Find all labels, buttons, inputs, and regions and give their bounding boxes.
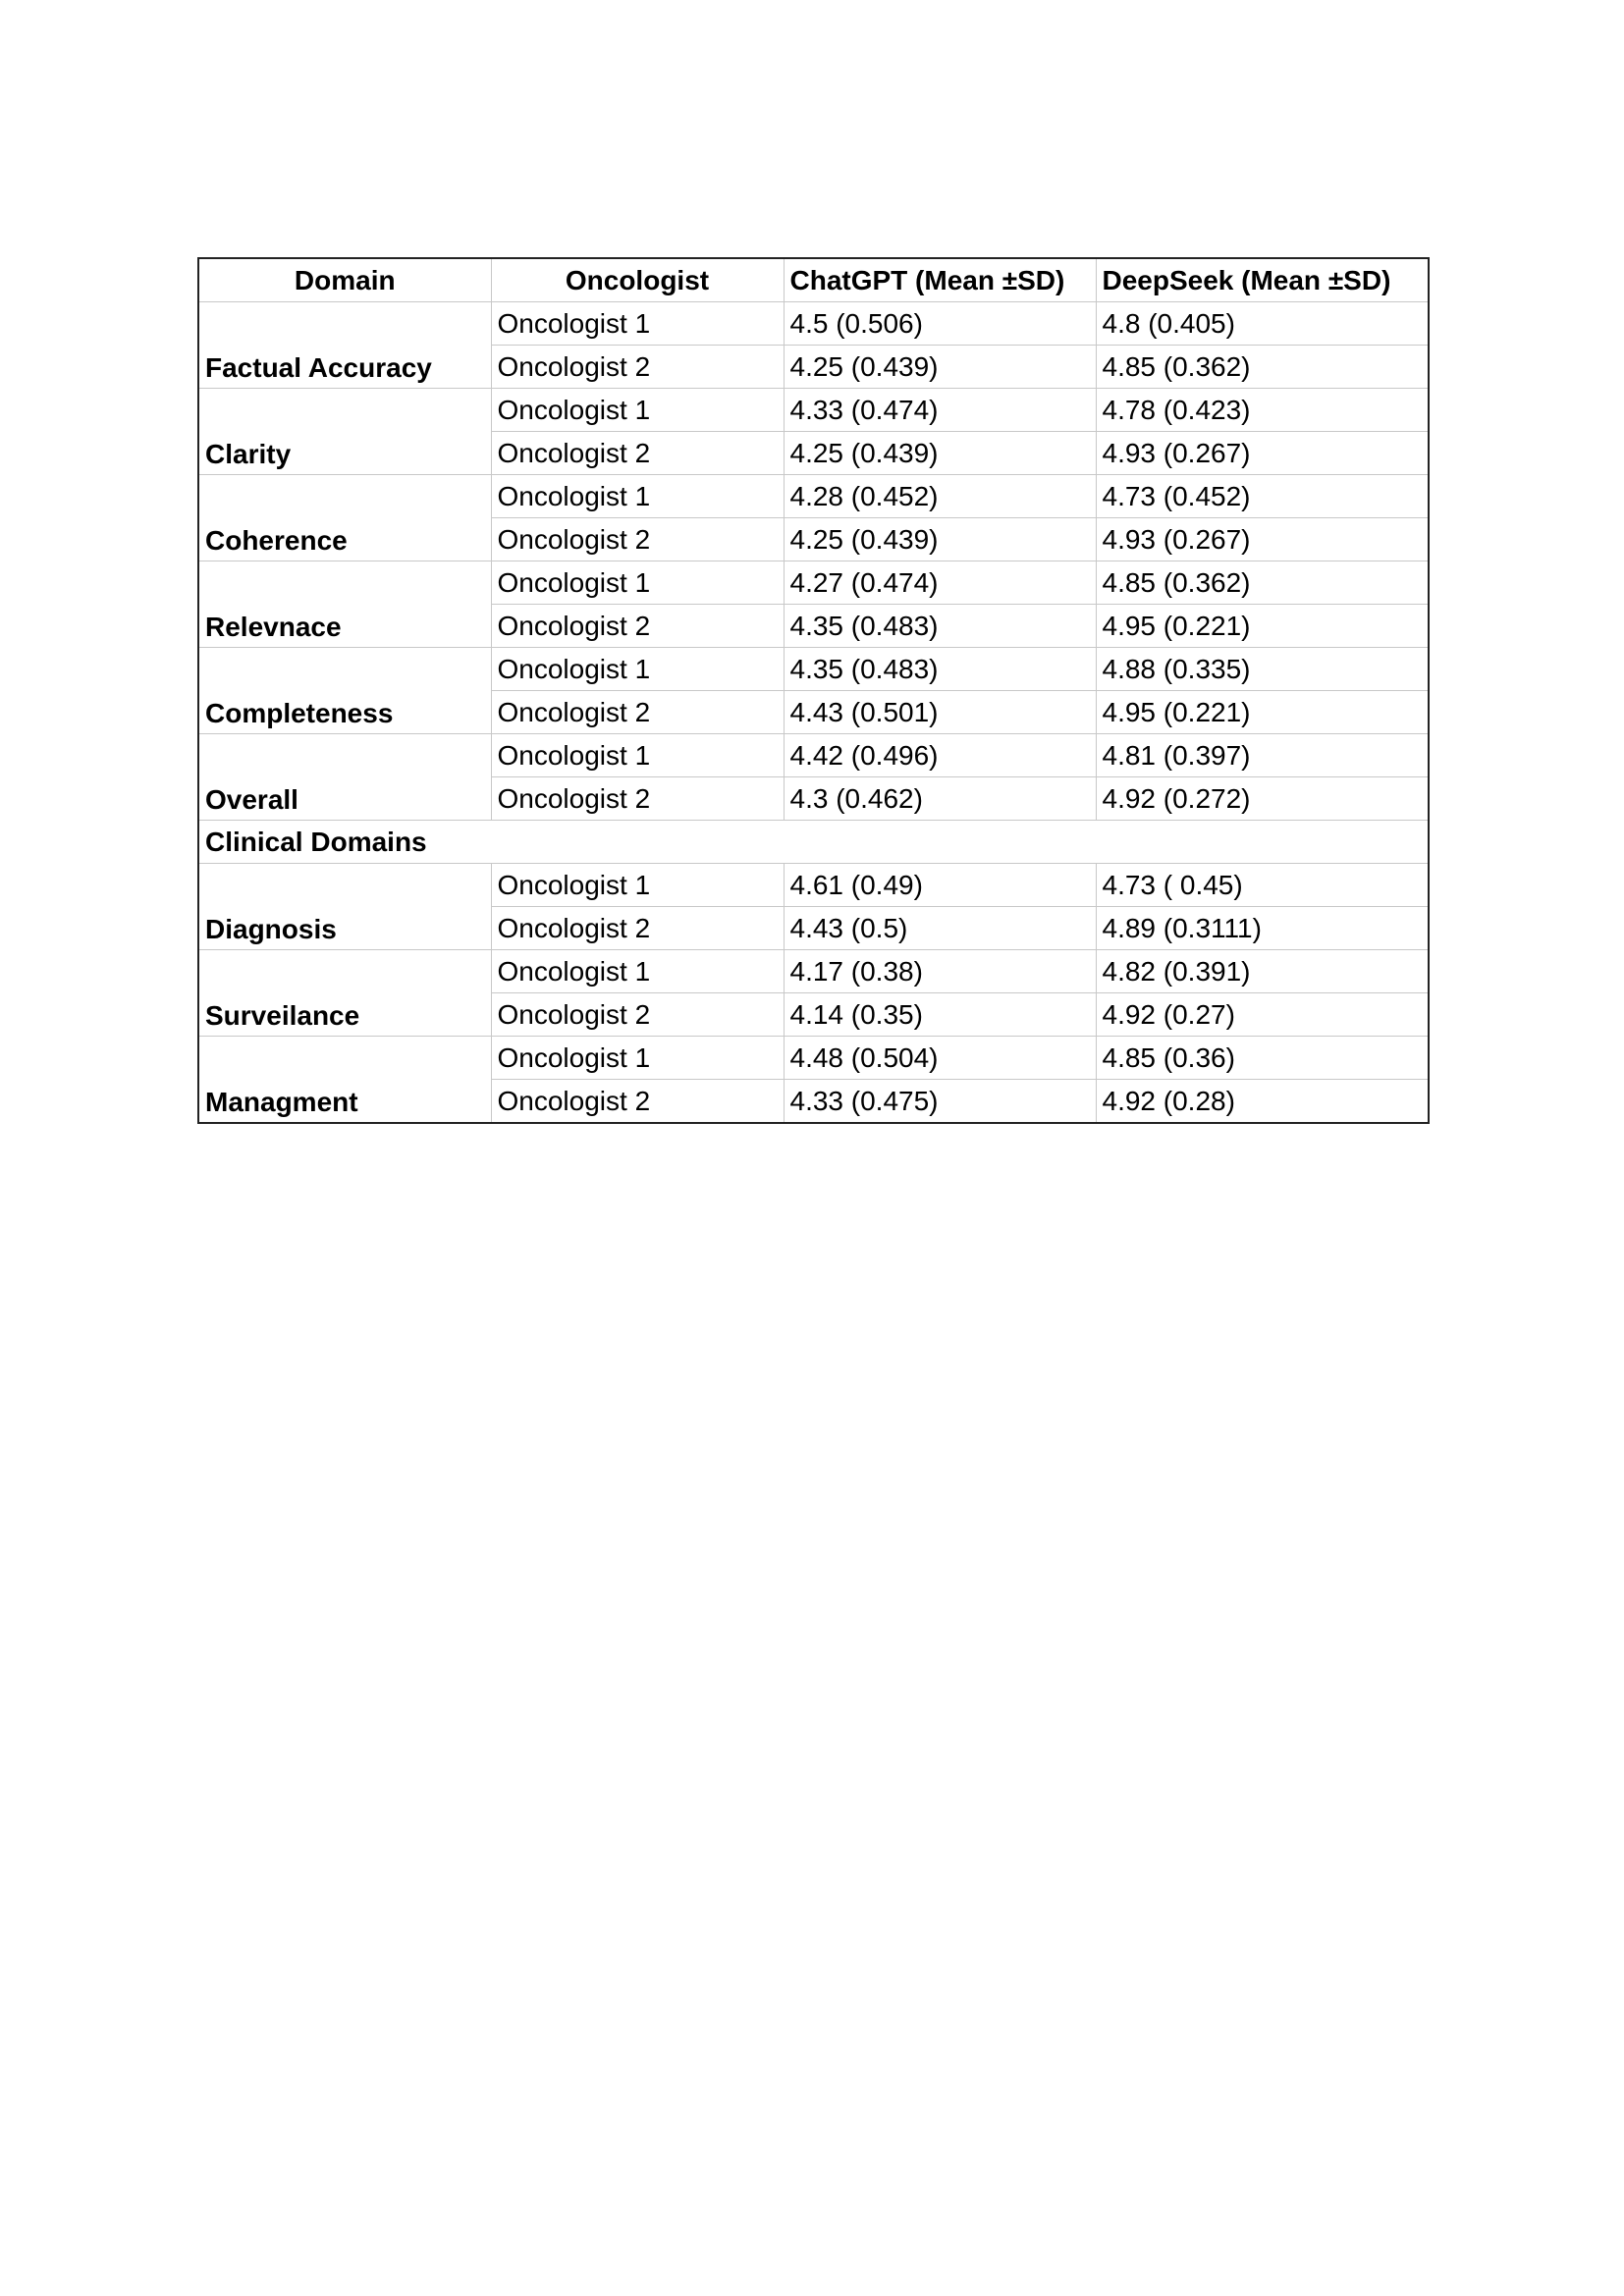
oncologist-cell: Oncologist 1 (491, 475, 784, 518)
table-row (198, 561, 1429, 605)
deepseek-cell: 4.73 ( 0.45) (1096, 864, 1429, 907)
oncologist-cell: Oncologist 2 (491, 993, 784, 1037)
chatgpt-cell: 4.33 (0.475) (784, 1080, 1096, 1124)
deepseek-cell: 4.92 (0.272) (1096, 777, 1429, 821)
deepseek-cell: 4.85 (0.362) (1096, 346, 1429, 389)
chatgpt-cell: 4.28 (0.452) (784, 475, 1096, 518)
chatgpt-cell: 4.33 (0.474) (784, 389, 1096, 432)
table-row (198, 475, 1429, 518)
domain-cell: Coherence (198, 475, 491, 561)
domain-cell: Overall (198, 734, 491, 821)
oncologist-cell: Oncologist 2 (491, 518, 784, 561)
chatgpt-cell: 4.25 (0.439) (784, 432, 1096, 475)
oncologist-cell: Oncologist 2 (491, 907, 784, 950)
section-label: Clinical Domains (198, 821, 1429, 864)
domain-cell: Relevnace (198, 561, 491, 648)
deepseek-cell: 4.85 (0.36) (1096, 1037, 1429, 1080)
chatgpt-cell: 4.14 (0.35) (784, 993, 1096, 1037)
deepseek-cell: 4.92 (0.28) (1096, 1080, 1429, 1124)
chatgpt-cell: 4.42 (0.496) (784, 734, 1096, 777)
oncologist-cell: Oncologist 1 (491, 950, 784, 993)
table-body (198, 302, 1429, 1124)
deepseek-cell: 4.88 (0.335) (1096, 648, 1429, 691)
header-oncologist: Oncologist (491, 258, 784, 302)
oncologist-cell: Oncologist 1 (491, 648, 784, 691)
oncologist-cell: Oncologist 2 (491, 605, 784, 648)
oncologist-cell: Oncologist 1 (491, 302, 784, 346)
oncologist-cell: Oncologist 2 (491, 432, 784, 475)
table-header (198, 258, 1429, 302)
oncologist-cell: Oncologist 1 (491, 734, 784, 777)
domain-cell: Diagnosis (198, 864, 491, 950)
oncologist-cell: Oncologist 2 (491, 777, 784, 821)
header-domain: Domain (198, 258, 491, 302)
table-row (198, 389, 1429, 432)
deepseek-cell: 4.92 (0.27) (1096, 993, 1429, 1037)
chatgpt-cell: 4.25 (0.439) (784, 346, 1096, 389)
oncologist-cell: Oncologist 1 (491, 561, 784, 605)
table-row (198, 864, 1429, 907)
chatgpt-cell: 4.3 (0.462) (784, 777, 1096, 821)
chatgpt-cell: 4.35 (0.483) (784, 605, 1096, 648)
chatgpt-cell: 4.17 (0.38) (784, 950, 1096, 993)
chatgpt-cell: 4.25 (0.439) (784, 518, 1096, 561)
deepseek-cell: 4.73 (0.452) (1096, 475, 1429, 518)
section-row (198, 821, 1429, 864)
header-deepseek: DeepSeek (Mean ±SD) (1096, 258, 1429, 302)
oncologist-cell: Oncologist 2 (491, 346, 784, 389)
header-row (198, 258, 1429, 302)
deepseek-cell: 4.85 (0.362) (1096, 561, 1429, 605)
table-row (198, 950, 1429, 993)
domain-cell: Surveilance (198, 950, 491, 1037)
domain-cell: Factual Accuracy (198, 302, 491, 389)
table-row (198, 648, 1429, 691)
chatgpt-cell: 4.61 (0.49) (784, 864, 1096, 907)
deepseek-cell: 4.78 (0.423) (1096, 389, 1429, 432)
chatgpt-cell: 4.43 (0.501) (784, 691, 1096, 734)
oncologist-cell: Oncologist 1 (491, 389, 784, 432)
deepseek-cell: 4.89 (0.3111) (1096, 907, 1429, 950)
chatgpt-cell: 4.35 (0.483) (784, 648, 1096, 691)
oncologist-cell: Oncologist 1 (491, 1037, 784, 1080)
deepseek-cell: 4.93 (0.267) (1096, 432, 1429, 475)
deepseek-cell: 4.82 (0.391) (1096, 950, 1429, 993)
chatgpt-cell: 4.43 (0.5) (784, 907, 1096, 950)
chatgpt-cell: 4.27 (0.474) (784, 561, 1096, 605)
chatgpt-cell: 4.48 (0.504) (784, 1037, 1096, 1080)
oncologist-cell: Oncologist 2 (491, 1080, 784, 1124)
domain-cell: Clarity (198, 389, 491, 475)
domain-cell: Managment (198, 1037, 491, 1124)
oncologist-cell: Oncologist 2 (491, 691, 784, 734)
domain-cell: Completeness (198, 648, 491, 734)
deepseek-cell: 4.81 (0.397) (1096, 734, 1429, 777)
table-row (198, 1037, 1429, 1080)
deepseek-cell: 4.95 (0.221) (1096, 691, 1429, 734)
table-row (198, 734, 1429, 777)
header-chatgpt: ChatGPT (Mean ±SD) (784, 258, 1096, 302)
deepseek-cell: 4.8 (0.405) (1096, 302, 1429, 346)
deepseek-cell: 4.95 (0.221) (1096, 605, 1429, 648)
table-row (198, 302, 1429, 346)
results-table (197, 257, 1430, 1124)
oncologist-cell: Oncologist 1 (491, 864, 784, 907)
deepseek-cell: 4.93 (0.267) (1096, 518, 1429, 561)
chatgpt-cell: 4.5 (0.506) (784, 302, 1096, 346)
